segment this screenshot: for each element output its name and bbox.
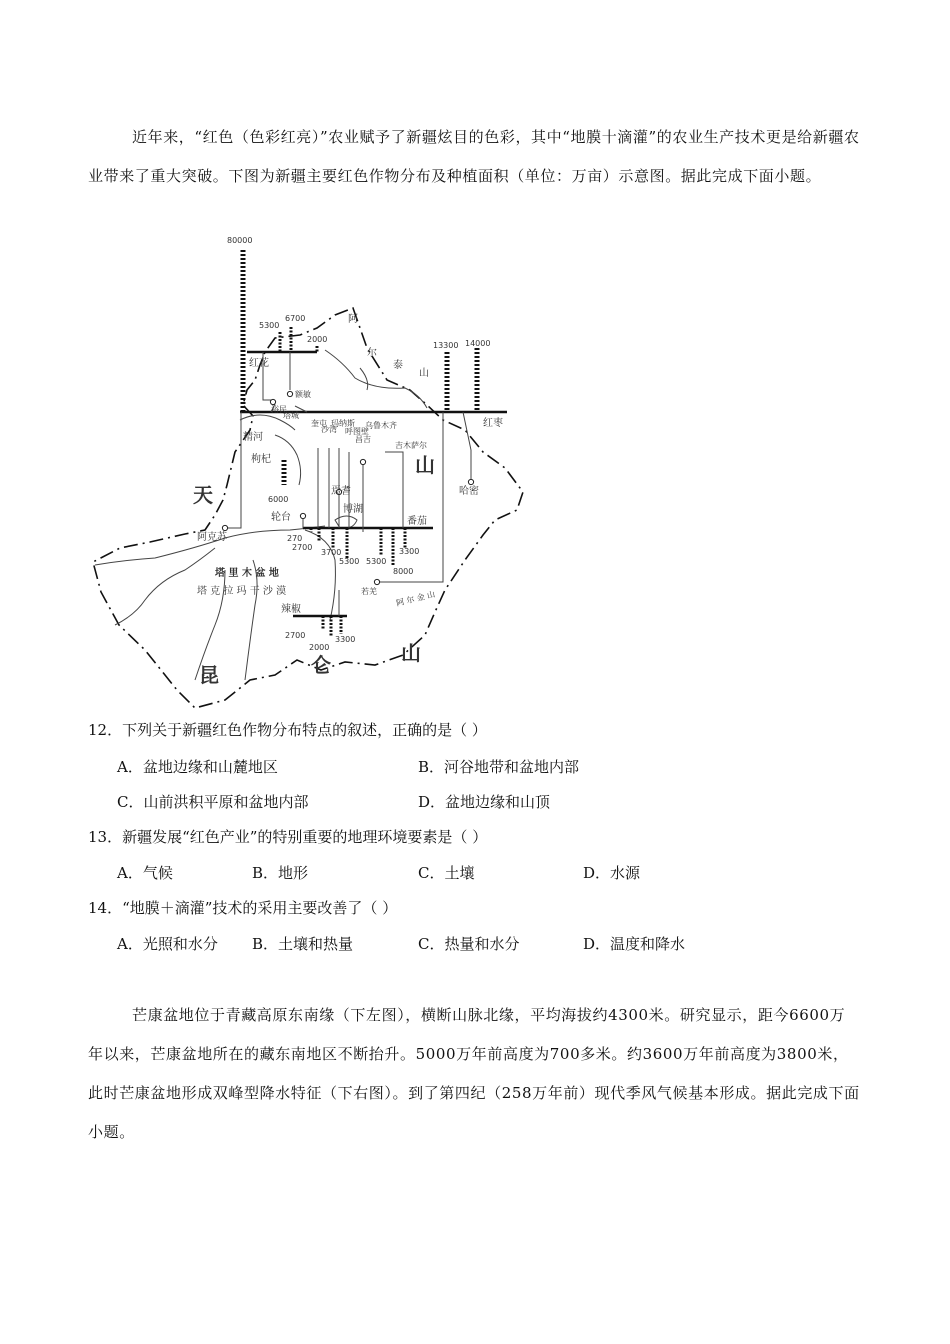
place-label: 枸杞: [251, 454, 271, 465]
place-label: 乌鲁木齐: [365, 421, 397, 430]
question-13-stem: 13．新疆发展“红色产业”的特别重要的地理环境要素是（ ）: [88, 828, 488, 846]
value-label: 5300: [366, 557, 387, 566]
q12-option-c[interactable]: C．山前洪积平原和盆地内部: [117, 793, 309, 811]
mountain-label: 山: [401, 641, 421, 665]
mountain-label: 山: [419, 368, 429, 379]
q14-option-b[interactable]: B．土壤和热量: [252, 935, 354, 953]
place-label: 辣椒: [281, 604, 301, 615]
basin-label: 塔 里 木 盆 地: [215, 568, 279, 579]
value-label: 2700: [292, 543, 313, 552]
place-label: 红花: [249, 358, 269, 369]
place-label: 哈密: [459, 486, 479, 497]
place-label: 轮台: [271, 512, 291, 523]
place-label: 精河: [243, 432, 263, 443]
q12-option-b[interactable]: B．河谷地带和盆地内部: [418, 758, 580, 776]
value-label: 3300: [335, 635, 356, 644]
place-label: 玛纳斯: [331, 419, 355, 428]
intro-paragraph-2: 芒康盆地位于青藏高原东南缘（下左图），横断山脉北缘，平均海拔约4300米。研究显示，距今6600万年以来，芒康盆地所在的藏东南地区不断抬升。5000万年前高度为700多米。约3600万年前高度为3800米，此时芒康盆地形成双峰型降水特征（下右图）。到了第四纪（258万年前）现代季风气候基本形成。据此完成下面小题。: [88, 1006, 860, 1141]
value-label: 6000: [268, 495, 289, 504]
mountain-label: 阿 尔 金 山: [395, 589, 436, 608]
q13-option-b[interactable]: B．地形: [252, 864, 309, 882]
river-ulungur: [360, 368, 368, 390]
question-12-stem: 12．下列关于新疆红色作物分布特点的叙述，正确的是（ ）: [88, 721, 487, 739]
place-label: 裕民: [271, 405, 287, 414]
mountain-label: 阿: [348, 314, 358, 325]
xinjiang-red-crops-map: [85, 230, 530, 710]
place-label: 沙湾: [321, 425, 337, 434]
mountain-label: 昆: [199, 663, 219, 687]
q14-option-d[interactable]: D．温度和降水: [583, 935, 686, 953]
value-label: 3300: [399, 547, 420, 556]
mountain-label: 天: [193, 483, 213, 507]
xinjiang-border: [93, 308, 523, 708]
place-label: 昌吉: [355, 435, 371, 444]
mountain-label: 尔: [367, 348, 377, 359]
q12-option-a[interactable]: A．盆地边缘和山麓地区: [117, 758, 278, 776]
mountain-label: 仑: [311, 653, 331, 677]
value-label: 3700: [321, 548, 342, 557]
value-label: 2000: [307, 335, 328, 344]
value-label: 270: [287, 534, 303, 543]
value-label: 80000: [227, 236, 253, 245]
lake-bosten: [335, 516, 357, 528]
q13-option-c[interactable]: C．土壤: [418, 864, 475, 882]
q12-option-d[interactable]: D．盆地边缘和山顶: [418, 793, 551, 811]
place-label: 红枣: [483, 418, 503, 429]
mountain-label: 泰: [393, 360, 403, 371]
value-label: 5300: [339, 557, 360, 566]
place-label: 吉木萨尔: [395, 441, 427, 450]
value-label: 13300: [433, 341, 459, 350]
desert-label: 塔 克 拉 玛 干 沙 漠: [197, 586, 287, 597]
value-label: 14000: [465, 339, 491, 348]
place-label: 奎屯: [311, 419, 327, 428]
intro-paragraph-1: 近年来，“红色（色彩红亮）”农业赋予了新疆炫目的色彩，其中“地膜十滴灌”的农业生产技术更是给新疆农业带来了重大突破。下图为新疆主要红色作物分布及种植面积（单位：万亩）示意图。据此完成下面小题。: [88, 128, 860, 185]
place-label: 焉耆: [331, 486, 351, 497]
place-label: 塔城: [283, 411, 299, 420]
place-label: 若羌: [361, 587, 377, 596]
q13-option-a[interactable]: A．气候: [117, 864, 173, 882]
value-label: 8000: [393, 567, 414, 576]
place-label: 阿克苏: [197, 532, 227, 543]
place-label: 额敏: [295, 390, 311, 399]
question-14-stem: 14．“地膜＋滴灌”技术的采用主要改善了（ ）: [88, 899, 398, 917]
value-label: 2000: [309, 643, 330, 652]
mountain-label: 山: [415, 453, 435, 477]
place-label: 博湖: [343, 504, 363, 515]
place-label: 番茄: [407, 516, 427, 527]
q13-option-d[interactable]: D．水源: [583, 864, 641, 882]
river-kaidu: [275, 435, 301, 485]
value-label: 2700: [285, 631, 306, 640]
q14-option-c[interactable]: C．热量和水分: [418, 935, 520, 953]
value-label: 5300: [259, 321, 280, 330]
value-label: 6700: [285, 314, 306, 323]
place-label: 呼图壁: [345, 427, 369, 436]
q14-option-a[interactable]: A．光照和水分: [117, 935, 218, 953]
